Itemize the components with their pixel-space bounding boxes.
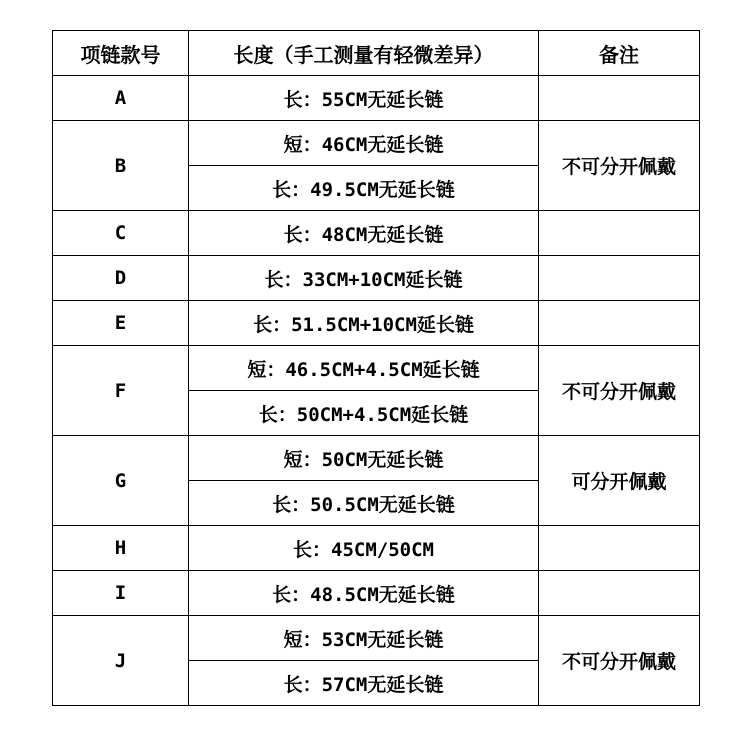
note-cell xyxy=(539,211,700,256)
table-row xyxy=(53,256,700,301)
length-cell: 短：50CM无延长链 xyxy=(189,436,539,481)
model-cell: B xyxy=(53,121,189,211)
note-cell xyxy=(539,571,700,616)
note-cell xyxy=(539,256,700,301)
model-cell: G xyxy=(53,436,189,526)
note-cell: 不可分开佩戴 xyxy=(539,616,700,706)
table-row xyxy=(53,121,700,166)
length-cell: 长：49.5CM无延长链 xyxy=(189,166,539,211)
model-cell: H xyxy=(53,526,189,571)
length-cell: 短：46CM无延长链 xyxy=(189,121,539,166)
length-cell: 长：51.5CM+10CM延长链 xyxy=(189,301,539,346)
table-row xyxy=(53,436,700,481)
note-cell xyxy=(539,301,700,346)
header-length: 长度（手工测量有轻微差异） xyxy=(189,31,539,76)
table-row xyxy=(53,346,700,391)
header-model: 项链款号 xyxy=(53,31,189,76)
length-cell: 长：48CM无延长链 xyxy=(189,211,539,256)
model-cell: A xyxy=(53,76,189,121)
table-row xyxy=(53,616,700,661)
model-cell: E xyxy=(53,301,189,346)
necklace-spec-table xyxy=(52,30,700,706)
model-cell: D xyxy=(53,256,189,301)
length-cell: 长：50.5CM无延长链 xyxy=(189,481,539,526)
length-cell: 长：55CM无延长链 xyxy=(189,76,539,121)
table-row xyxy=(53,301,700,346)
table-row xyxy=(53,571,700,616)
note-cell xyxy=(539,526,700,571)
length-cell: 短：46.5CM+4.5CM延长链 xyxy=(189,346,539,391)
model-cell: C xyxy=(53,211,189,256)
table-row xyxy=(53,526,700,571)
note-cell xyxy=(539,76,700,121)
note-cell: 不可分开佩戴 xyxy=(539,346,700,436)
table-row xyxy=(53,76,700,121)
length-cell: 长：45CM/50CM xyxy=(189,526,539,571)
header-note: 备注 xyxy=(539,31,700,76)
length-cell: 长：57CM无延长链 xyxy=(189,661,539,706)
note-cell: 可分开佩戴 xyxy=(539,436,700,526)
length-cell: 短：53CM无延长链 xyxy=(189,616,539,661)
model-cell: F xyxy=(53,346,189,436)
model-cell: J xyxy=(53,616,189,706)
header-row xyxy=(53,31,700,76)
length-cell: 长：48.5CM无延长链 xyxy=(189,571,539,616)
length-cell: 长：33CM+10CM延长链 xyxy=(189,256,539,301)
note-cell: 不可分开佩戴 xyxy=(539,121,700,211)
length-cell: 长：50CM+4.5CM延长链 xyxy=(189,391,539,436)
table-row xyxy=(53,211,700,256)
model-cell: I xyxy=(53,571,189,616)
